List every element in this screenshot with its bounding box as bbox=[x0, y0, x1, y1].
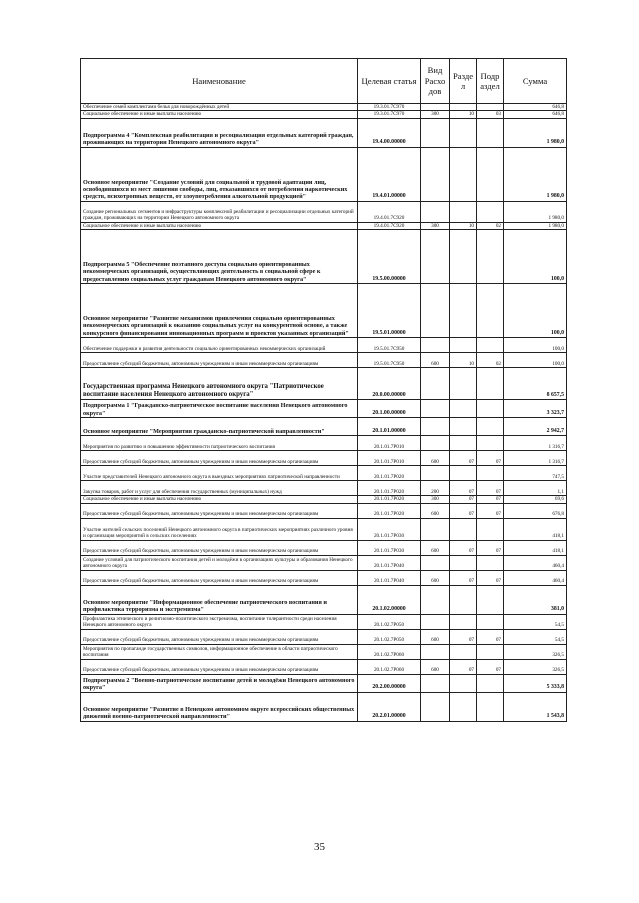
row-target-article: 20.2.01.00000 bbox=[358, 692, 421, 721]
row-name: Предоставление субсидий бюджетным, автономным учреждениям и иным некоммерческим организациям bbox=[81, 353, 358, 368]
row-expense-type bbox=[421, 644, 450, 659]
row-section bbox=[450, 466, 477, 481]
row-sum: 69,6 bbox=[504, 496, 567, 503]
table-row bbox=[81, 284, 567, 338]
row-subsection bbox=[477, 585, 504, 614]
row-target-article: 20.1.01.7Р040 bbox=[358, 555, 421, 570]
row-sum: 326,5 bbox=[504, 644, 567, 659]
header-expense-type: Вид Расхо дов bbox=[421, 59, 450, 104]
row-target-article: 19.5.01.7С950 bbox=[358, 353, 421, 368]
row-section bbox=[450, 118, 477, 147]
row-expense-type: 600 bbox=[421, 451, 450, 466]
row-name: Основное мероприятие "Информационное обеспечение патриотического воспитания и профилактика терроризма и экстремизма" bbox=[81, 585, 358, 614]
header-target-article: Целевая статья bbox=[358, 59, 421, 104]
row-sum: 1 980,0 bbox=[504, 118, 567, 147]
row-section bbox=[450, 147, 477, 201]
row-name: Предоставление субсидий бюджетным, автономным учреждениям и иным некоммерческим организациям bbox=[81, 540, 358, 555]
row-expense-type bbox=[421, 436, 450, 451]
row-expense-type bbox=[421, 118, 450, 147]
row-expense-type bbox=[421, 284, 450, 338]
row-subsection: 07 bbox=[477, 659, 504, 674]
row-sum: 646,8 bbox=[504, 104, 567, 111]
table-row bbox=[81, 338, 567, 353]
table-row bbox=[81, 368, 567, 400]
row-target-article: 19.5.00.00000 bbox=[358, 230, 421, 284]
row-target-article: 20.1.00.00000 bbox=[358, 400, 421, 418]
row-section bbox=[450, 104, 477, 111]
row-target-article: 20.1.02.7Р060 bbox=[358, 659, 421, 674]
table-row bbox=[81, 230, 567, 284]
table-row bbox=[81, 481, 567, 496]
row-section bbox=[450, 518, 477, 540]
row-expense-type bbox=[421, 614, 450, 629]
row-subsection bbox=[477, 644, 504, 659]
row-name: Социальное обеспечение и иные выплаты населению bbox=[81, 111, 358, 118]
row-expense-type bbox=[421, 147, 450, 201]
row-sum: 3 323,7 bbox=[504, 400, 567, 418]
row-expense-type: 600 bbox=[421, 629, 450, 644]
row-sum: 100,0 bbox=[504, 230, 567, 284]
row-target-article: 19.3.01.7С970 bbox=[358, 111, 421, 118]
row-target-article: 20.1.01.7Р020 bbox=[358, 481, 421, 496]
row-name: Предоставление субсидий бюджетным, автономным учреждениям и иным некоммерческим организациям bbox=[81, 451, 358, 466]
row-target-article: 20.1.01.7Р030 bbox=[358, 540, 421, 555]
row-sum: 5 333,8 bbox=[504, 674, 567, 692]
row-target-article: 20.1.02.00000 bbox=[358, 585, 421, 614]
row-expense-type bbox=[421, 555, 450, 570]
table-row bbox=[81, 518, 567, 540]
header-subsection: Подр аздел bbox=[477, 59, 504, 104]
row-target-article: 20.1.01.7Р020 bbox=[358, 503, 421, 518]
row-subsection bbox=[477, 230, 504, 284]
row-subsection: 02 bbox=[477, 222, 504, 229]
row-name: Социальное обеспечение и иные выплаты населению bbox=[81, 222, 358, 229]
row-name: Подпрограмма 1 "Гражданско-патриотическое воспитание населения Ненецкого автономного округа" bbox=[81, 400, 358, 418]
row-subsection bbox=[477, 118, 504, 147]
table-row bbox=[81, 418, 567, 436]
row-name: Профилактика этнического и религиозно-политического экстремизма, воспитание толерантности среди населения Ненецкого автономного округа bbox=[81, 614, 358, 629]
row-name: Подпрограмма 5 "Обеспечение поэтапного доступа социально ориентированных некоммерческих организаций, осуществляющих деятельность в социальной сфере к предоставлению социальных услуг гражданам Ненецкого автономного округа" bbox=[81, 230, 358, 284]
row-section bbox=[450, 644, 477, 659]
row-section bbox=[450, 555, 477, 570]
row-sum: 676,8 bbox=[504, 503, 567, 518]
row-name: Социальное обеспечение и иные выплаты населению bbox=[81, 496, 358, 503]
row-sum: 100,0 bbox=[504, 338, 567, 353]
table-header-row bbox=[81, 59, 567, 104]
budget-table bbox=[80, 58, 567, 722]
row-target-article: 19.5.01.00000 bbox=[358, 284, 421, 338]
row-name: Государственная программа Ненецкого автономного округа "Патриотическое воспитание населения Ненецкого автономного округа" bbox=[81, 368, 358, 400]
row-section bbox=[450, 585, 477, 614]
row-expense-type bbox=[421, 585, 450, 614]
row-sum: 646,8 bbox=[504, 111, 567, 118]
row-expense-type bbox=[421, 400, 450, 418]
header-section: Разде л bbox=[450, 59, 477, 104]
row-name: Предоставление субсидий бюджетным, автономным учреждениям и иным некоммерческим организациям bbox=[81, 570, 358, 585]
row-expense-type: 600 bbox=[421, 659, 450, 674]
row-subsection bbox=[477, 147, 504, 201]
row-subsection: 07 bbox=[477, 451, 504, 466]
row-target-article: 20.1.01.7Р010 bbox=[358, 436, 421, 451]
row-name: Предоставление субсидий бюджетным, автономным учреждениям и иным некоммерческим организациям bbox=[81, 629, 358, 644]
table-row bbox=[81, 118, 567, 147]
row-name: Создание региональных сегментов и инфраструктуры комплексной реабилитации и ресоциализации отдельных категорий граждан, проживающих на территории Ненецкого автономного округа bbox=[81, 201, 358, 222]
row-name: Основное мероприятие "Развитие в Ненецком автономном округе всероссийских общественных движений военно-патриотической направленности" bbox=[81, 692, 358, 721]
row-target-article: 20.1.01.7Р030 bbox=[358, 518, 421, 540]
row-name: Подпрограмма 4 "Комплексная реабилитация и ресоциализация отдельных категорий граждан, проживающих на территории Ненецкого автономного округа" bbox=[81, 118, 358, 147]
row-sum: 8 657,5 bbox=[504, 368, 567, 400]
table-row bbox=[81, 466, 567, 481]
row-subsection: 07 bbox=[477, 503, 504, 518]
row-expense-type: 600 bbox=[421, 503, 450, 518]
row-expense-type bbox=[421, 368, 450, 400]
row-name: Создание условий для патриотического воспитания детей и молодёжи в организациях культуры и образования Ненецкого автономного округа bbox=[81, 555, 358, 570]
row-section: 10 bbox=[450, 353, 477, 368]
row-section bbox=[450, 338, 477, 353]
row-sum: 1 543,8 bbox=[504, 692, 567, 721]
table-row bbox=[81, 496, 567, 503]
row-sum: 418,1 bbox=[504, 540, 567, 555]
row-expense-type bbox=[421, 201, 450, 222]
table-row bbox=[81, 503, 567, 518]
row-sum: 54,5 bbox=[504, 629, 567, 644]
table-row bbox=[81, 222, 567, 229]
row-name: Закупка товаров, работ и услуг для обеспечения государственных (муниципальных) нужд bbox=[81, 481, 358, 496]
row-sum: 1 980,0 bbox=[504, 201, 567, 222]
row-sum: 747,5 bbox=[504, 466, 567, 481]
row-sum: 460,4 bbox=[504, 555, 567, 570]
row-expense-type bbox=[421, 230, 450, 284]
row-sum: 460,4 bbox=[504, 570, 567, 585]
row-section bbox=[450, 400, 477, 418]
table-row bbox=[81, 585, 567, 614]
row-subsection bbox=[477, 466, 504, 481]
table-row bbox=[81, 674, 567, 692]
table-row bbox=[81, 629, 567, 644]
row-subsection: 07 bbox=[477, 629, 504, 644]
row-section bbox=[450, 674, 477, 692]
row-section: 10 bbox=[450, 222, 477, 229]
row-name: Мероприятия по пропаганде государственных символов, информационное обеспечение в области патриотического воспитания bbox=[81, 644, 358, 659]
row-sum: 381,0 bbox=[504, 585, 567, 614]
row-section: 07 bbox=[450, 503, 477, 518]
row-expense-type bbox=[421, 674, 450, 692]
row-target-article: 20.1.02.7Р060 bbox=[358, 644, 421, 659]
row-subsection bbox=[477, 104, 504, 111]
row-name: Обеспечение семей комплектами белья для новорождённых детей bbox=[81, 104, 358, 111]
row-expense-type: 600 bbox=[421, 353, 450, 368]
row-target-article: 19.4.00.00000 bbox=[358, 118, 421, 147]
table-row bbox=[81, 644, 567, 659]
row-name: Мероприятия по развитию и повышению эффективности патриотического воспитания bbox=[81, 436, 358, 451]
row-section bbox=[450, 368, 477, 400]
table-body bbox=[81, 104, 567, 722]
table-row bbox=[81, 201, 567, 222]
row-section bbox=[450, 284, 477, 338]
page-number: 35 bbox=[314, 841, 325, 853]
row-section: 07 bbox=[450, 496, 477, 503]
table-row bbox=[81, 659, 567, 674]
row-subsection bbox=[477, 692, 504, 721]
table-row bbox=[81, 436, 567, 451]
row-subsection bbox=[477, 284, 504, 338]
row-subsection: 07 bbox=[477, 570, 504, 585]
header-name: Наименование bbox=[81, 59, 358, 104]
row-sum: 1,1 bbox=[504, 481, 567, 496]
row-subsection bbox=[477, 436, 504, 451]
row-expense-type bbox=[421, 466, 450, 481]
row-subsection: 03 bbox=[477, 111, 504, 118]
row-target-article: 19.5.01.7С950 bbox=[358, 338, 421, 353]
row-sum: 1 980,0 bbox=[504, 222, 567, 229]
row-name: Основное мероприятие "Мероприятия гражданско-патриотической направленности" bbox=[81, 418, 358, 436]
row-sum: 1 316,7 bbox=[504, 451, 567, 466]
row-section bbox=[450, 436, 477, 451]
row-section: 10 bbox=[450, 111, 477, 118]
row-expense-type: 200 bbox=[421, 481, 450, 496]
row-expense-type bbox=[421, 338, 450, 353]
table-row bbox=[81, 104, 567, 111]
row-target-article: 19.4.01.7С920 bbox=[358, 222, 421, 229]
row-subsection bbox=[477, 400, 504, 418]
table-row bbox=[81, 147, 567, 201]
row-section: 07 bbox=[450, 629, 477, 644]
row-expense-type bbox=[421, 104, 450, 111]
row-section: 07 bbox=[450, 570, 477, 585]
row-subsection bbox=[477, 201, 504, 222]
table-row bbox=[81, 400, 567, 418]
row-target-article: 20.0.00.00000 bbox=[358, 368, 421, 400]
header-sum: Сумма bbox=[504, 59, 567, 104]
row-section bbox=[450, 201, 477, 222]
row-name: Предоставление субсидий бюджетным, автономным учреждениям и иным некоммерческим организациям bbox=[81, 503, 358, 518]
row-expense-type: 600 bbox=[421, 570, 450, 585]
row-section bbox=[450, 614, 477, 629]
row-sum: 100,0 bbox=[504, 284, 567, 338]
table-row bbox=[81, 555, 567, 570]
row-subsection bbox=[477, 555, 504, 570]
row-sum: 100,0 bbox=[504, 353, 567, 368]
row-expense-type: 300 bbox=[421, 496, 450, 503]
row-subsection: 07 bbox=[477, 496, 504, 503]
table-row bbox=[81, 570, 567, 585]
row-target-article: 20.1.01.7Р020 bbox=[358, 466, 421, 481]
row-target-article: 19.3.01.7С970 bbox=[358, 104, 421, 111]
row-target-article: 20.1.01.7Р010 bbox=[358, 451, 421, 466]
row-section bbox=[450, 418, 477, 436]
row-subsection bbox=[477, 368, 504, 400]
row-expense-type: 600 bbox=[421, 540, 450, 555]
row-sum: 1 980,0 bbox=[504, 147, 567, 201]
table-row bbox=[81, 353, 567, 368]
row-section: 07 bbox=[450, 451, 477, 466]
row-expense-type bbox=[421, 518, 450, 540]
row-name: Подпрограмма 2 "Военно-патриотическое воспитание детей и молодёжи Ненецкого автономного округа" bbox=[81, 674, 358, 692]
row-name: Участие представителей Ненецкого автономного округа в выездных мероприятиях патриотической направленности bbox=[81, 466, 358, 481]
row-target-article: 20.1.01.7Р040 bbox=[358, 570, 421, 585]
table-row bbox=[81, 614, 567, 629]
row-target-article: 20.1.01.7Р020 bbox=[358, 496, 421, 503]
table-row bbox=[81, 540, 567, 555]
row-subsection bbox=[477, 338, 504, 353]
row-name: Основное мероприятие "Создание условий для социальной и трудовой адаптации лиц, освободившихся из мест лишения свободы, лиц, отказавшихся от потребления наркотических средств, психотропных веществ, от злоупотребления алкогольной продукцией" bbox=[81, 147, 358, 201]
row-target-article: 19.4.01.00000 bbox=[358, 147, 421, 201]
budget-table-sheet bbox=[80, 58, 566, 722]
row-subsection bbox=[477, 418, 504, 436]
row-subsection bbox=[477, 674, 504, 692]
row-subsection: 07 bbox=[477, 481, 504, 496]
row-sum: 1 316,7 bbox=[504, 436, 567, 451]
row-section: 07 bbox=[450, 659, 477, 674]
row-subsection: 02 bbox=[477, 353, 504, 368]
row-subsection bbox=[477, 614, 504, 629]
row-sum: 326,5 bbox=[504, 659, 567, 674]
row-target-article: 19.4.01.7С920 bbox=[358, 201, 421, 222]
row-target-article: 20.2.00.00000 bbox=[358, 674, 421, 692]
table-row bbox=[81, 692, 567, 721]
row-section: 07 bbox=[450, 540, 477, 555]
table-row bbox=[81, 111, 567, 118]
row-expense-type bbox=[421, 418, 450, 436]
row-subsection bbox=[477, 518, 504, 540]
row-target-article: 20.1.02.7Р050 bbox=[358, 629, 421, 644]
row-expense-type bbox=[421, 692, 450, 721]
row-sum: 2 942,7 bbox=[504, 418, 567, 436]
row-section bbox=[450, 692, 477, 721]
row-expense-type: 300 bbox=[421, 222, 450, 229]
row-target-article: 20.1.02.7Р050 bbox=[358, 614, 421, 629]
row-name: Предоставление субсидий бюджетным, автономным учреждениям и иным некоммерческим организациям bbox=[81, 659, 358, 674]
row-name: Участие жителей сельских поселений Ненецкого автономного округа в патриотических мероприятиях различного уровня и организация мероприятий в сельских поселениях bbox=[81, 518, 358, 540]
row-section: 07 bbox=[450, 481, 477, 496]
row-section bbox=[450, 230, 477, 284]
row-target-article: 20.1.01.00000 bbox=[358, 418, 421, 436]
table-row bbox=[81, 451, 567, 466]
row-sum: 54,5 bbox=[504, 614, 567, 629]
row-name: Обеспечение поддержки и развития деятельности социально ориентированных некоммерческих организаций bbox=[81, 338, 358, 353]
row-name: Основное мероприятие "Развитие механизмов привлечения социально ориентированных некоммерческих организаций к оказанию социальных услуг на конкурентной основе, а также конкурсного финансирования инновационных программ и проектов указанных организаций" bbox=[81, 284, 358, 338]
row-expense-type: 300 bbox=[421, 111, 450, 118]
row-subsection: 07 bbox=[477, 540, 504, 555]
row-sum: 418,1 bbox=[504, 518, 567, 540]
